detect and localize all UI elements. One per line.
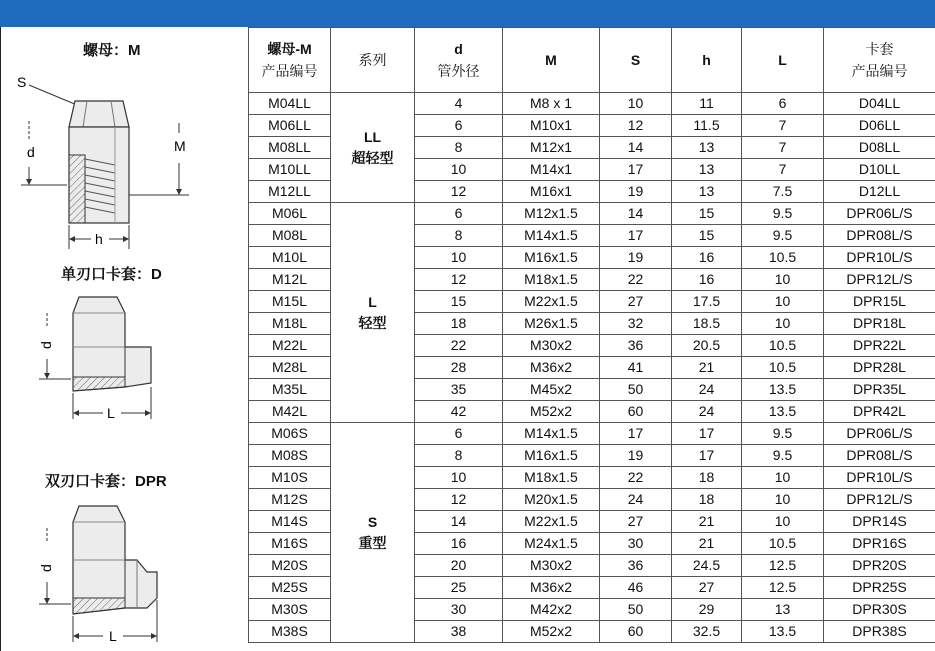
cell-l: 10 (742, 269, 824, 291)
cell-d: 38 (415, 621, 503, 643)
cell-s: 19 (600, 445, 672, 467)
cell-m: M12x1 (503, 137, 600, 159)
series-code: L (368, 293, 377, 310)
cell-d: 15 (415, 291, 503, 313)
series-code: LL (363, 128, 382, 145)
cell-m: M14x1.5 (503, 225, 600, 247)
cell-s: 46 (600, 577, 672, 599)
series-name: 轻型 (358, 314, 387, 331)
cell-code: M15L (249, 291, 331, 313)
nut-caption: 螺母：M (83, 42, 141, 59)
cell-s: 14 (600, 203, 672, 225)
cell-sleeve: DPR28L (824, 357, 935, 379)
cell-s: 36 (600, 335, 672, 357)
spec-table (248, 27, 935, 643)
cell-d: 10 (415, 159, 503, 181)
cell-m: M22x1.5 (503, 291, 600, 313)
cell-s: 12 (600, 115, 672, 137)
cell-d: 35 (415, 379, 503, 401)
cell-m: M12x1.5 (503, 203, 600, 225)
cell-l: 7 (742, 159, 824, 181)
cell-d: 22 (415, 335, 503, 357)
cell-h: 24 (672, 379, 742, 401)
cell-code: M38S (249, 621, 331, 643)
single-sleeve-l-label: L (107, 405, 115, 421)
cell-l: 9.5 (742, 203, 824, 225)
cell-h: 13 (672, 181, 742, 203)
nut-drawing (11, 55, 201, 255)
single-sleeve-drawing (29, 283, 179, 433)
cell-m: M16x1.5 (503, 445, 600, 467)
cell-s: 19 (600, 247, 672, 269)
nut-s-label: S (17, 74, 27, 90)
cell-s: 22 (600, 467, 672, 489)
cell-d: 8 (415, 445, 503, 467)
cell-h: 13 (672, 137, 742, 159)
cell-m: M10x1 (503, 115, 600, 137)
cell-h: 17.5 (672, 291, 742, 313)
cell-m: M45x2 (503, 379, 600, 401)
single-sleeve-caption: 单刃口卡套：D (61, 266, 162, 283)
cell-h: 20.5 (672, 335, 742, 357)
cell-sleeve: DPR12L/S (824, 269, 935, 291)
cell-h: 16 (672, 247, 742, 269)
cell-d: 12 (415, 489, 503, 511)
cell-sleeve: DPR35L (824, 379, 935, 401)
cell-sleeve: DPR08L/S (824, 225, 935, 247)
cell-s: 14 (600, 137, 672, 159)
col-sleeve-code: 卡套 产品编号 (824, 28, 935, 93)
cell-sleeve: DPR20S (824, 555, 935, 577)
cell-l: 7 (742, 115, 824, 137)
cell-m: M16x1.5 (503, 247, 600, 269)
cell-code: M20S (249, 555, 331, 577)
cell-s: 60 (600, 401, 672, 423)
cell-h: 13 (672, 159, 742, 181)
cell-l: 6 (742, 93, 824, 115)
cell-m: M14x1.5 (503, 423, 600, 445)
cell-sleeve: DPR16S (824, 533, 935, 555)
nut-h-label: h (95, 231, 103, 247)
cell-s: 24 (600, 489, 672, 511)
series-cell (331, 423, 415, 643)
cell-sleeve: D12LL (824, 181, 935, 203)
double-sleeve-d-label: d (38, 564, 54, 572)
cell-d: 4 (415, 93, 503, 115)
series-name: 重型 (358, 534, 387, 551)
cell-h: 15 (672, 203, 742, 225)
cell-d: 28 (415, 357, 503, 379)
cell-code: M28L (249, 357, 331, 379)
series-name: 超轻型 (351, 149, 394, 166)
cell-sleeve: DPR12L/S (824, 489, 935, 511)
cell-m: M18x1.5 (503, 269, 600, 291)
cell-code: M06S (249, 423, 331, 445)
cell-l: 10 (742, 291, 824, 313)
cell-sleeve: D08LL (824, 137, 935, 159)
nut-d-label: d (27, 144, 35, 160)
cell-l: 10.5 (742, 533, 824, 555)
cell-code: M12LL (249, 181, 331, 203)
cell-l: 9.5 (742, 423, 824, 445)
cell-s: 10 (600, 93, 672, 115)
cell-d: 20 (415, 555, 503, 577)
cell-sleeve: DPR10L/S (824, 467, 935, 489)
cell-d: 12 (415, 181, 503, 203)
cell-s: 17 (600, 225, 672, 247)
cell-s: 50 (600, 379, 672, 401)
cell-d: 10 (415, 247, 503, 269)
cell-code: M42L (249, 401, 331, 423)
cell-l: 13.5 (742, 621, 824, 643)
cell-m: M42x2 (503, 599, 600, 621)
cell-d: 25 (415, 577, 503, 599)
cell-code: M06L (249, 203, 331, 225)
cell-s: 60 (600, 621, 672, 643)
table-row (249, 423, 935, 445)
cell-s: 36 (600, 555, 672, 577)
cell-sleeve: DPR30S (824, 599, 935, 621)
cell-l: 13.5 (742, 401, 824, 423)
cell-h: 18 (672, 489, 742, 511)
cell-l: 12.5 (742, 577, 824, 599)
cell-sleeve: DPR10L/S (824, 247, 935, 269)
nut-m-label: M (174, 138, 186, 154)
cell-l: 10.5 (742, 247, 824, 269)
cell-h: 27 (672, 577, 742, 599)
cell-code: M08LL (249, 137, 331, 159)
cell-m: M22x1.5 (503, 511, 600, 533)
cell-h: 16 (672, 269, 742, 291)
cell-sleeve: DPR06L/S (824, 203, 935, 225)
cell-d: 6 (415, 203, 503, 225)
cell-s: 30 (600, 533, 672, 555)
cell-m: M36x2 (503, 357, 600, 379)
table-row (249, 93, 935, 115)
cell-sleeve: DPR15L (824, 291, 935, 313)
cell-h: 18.5 (672, 313, 742, 335)
col-series: 系列 (331, 28, 415, 93)
cell-l: 12.5 (742, 555, 824, 577)
double-sleeve-drawing (29, 490, 179, 650)
cell-code: M08S (249, 445, 331, 467)
cell-code: M10S (249, 467, 331, 489)
cell-s: 17 (600, 159, 672, 181)
cell-sleeve: DPR25S (824, 577, 935, 599)
cell-s: 27 (600, 291, 672, 313)
cell-code: M16S (249, 533, 331, 555)
table-row (249, 203, 935, 225)
cell-sleeve: D06LL (824, 115, 935, 137)
cell-h: 32.5 (672, 621, 742, 643)
cell-l: 7 (742, 137, 824, 159)
cell-sleeve: DPR08L/S (824, 445, 935, 467)
col-d: d 管外径 (415, 28, 503, 93)
cell-d: 18 (415, 313, 503, 335)
cell-m: M20x1.5 (503, 489, 600, 511)
cell-s: 41 (600, 357, 672, 379)
drawings-panel (0, 27, 248, 651)
cell-m: M36x2 (503, 577, 600, 599)
cell-l: 7.5 (742, 181, 824, 203)
cell-d: 42 (415, 401, 503, 423)
cell-sleeve: D10LL (824, 159, 935, 181)
cell-l: 10.5 (742, 335, 824, 357)
cell-l: 9.5 (742, 225, 824, 247)
series-cell (331, 203, 415, 423)
series-cell (331, 93, 415, 203)
cell-code: M04LL (249, 93, 331, 115)
cell-l: 13 (742, 599, 824, 621)
table-header-row (249, 28, 935, 93)
cell-s: 17 (600, 423, 672, 445)
cell-code: M18L (249, 313, 331, 335)
col-m: M (503, 28, 600, 93)
cell-h: 21 (672, 357, 742, 379)
cell-sleeve: DPR18L (824, 313, 935, 335)
cell-l: 13.5 (742, 379, 824, 401)
double-sleeve-caption: 双刃口卡套：DPR (45, 473, 167, 490)
single-sleeve-d-label: d (38, 341, 54, 349)
cell-m: M16x1 (503, 181, 600, 203)
cell-l: 10 (742, 467, 824, 489)
cell-d: 8 (415, 225, 503, 247)
cell-sleeve: DPR06L/S (824, 423, 935, 445)
cell-h: 21 (672, 533, 742, 555)
cell-code: M08L (249, 225, 331, 247)
cell-code: M22L (249, 335, 331, 357)
cell-d: 14 (415, 511, 503, 533)
header-bar (0, 0, 935, 27)
cell-d: 6 (415, 115, 503, 137)
cell-h: 17 (672, 445, 742, 467)
cell-code: M06LL (249, 115, 331, 137)
cell-code: M12L (249, 269, 331, 291)
cell-code: M35L (249, 379, 331, 401)
cell-m: M30x2 (503, 335, 600, 357)
cell-h: 11 (672, 93, 742, 115)
cell-h: 24 (672, 401, 742, 423)
col-h: h (672, 28, 742, 93)
cell-l: 10.5 (742, 357, 824, 379)
cell-h: 18 (672, 467, 742, 489)
cell-d: 8 (415, 137, 503, 159)
cell-m: M18x1.5 (503, 467, 600, 489)
cell-m: M24x1.5 (503, 533, 600, 555)
cell-s: 22 (600, 269, 672, 291)
double-sleeve-l-label: L (109, 628, 117, 644)
cell-code: M10LL (249, 159, 331, 181)
cell-d: 12 (415, 269, 503, 291)
cell-s: 19 (600, 181, 672, 203)
table-body (249, 93, 935, 643)
cell-l: 10 (742, 511, 824, 533)
cell-sleeve: DPR38S (824, 621, 935, 643)
cell-s: 50 (600, 599, 672, 621)
cell-sleeve: D04LL (824, 93, 935, 115)
cell-l: 10 (742, 313, 824, 335)
cell-code: M30S (249, 599, 331, 621)
cell-h: 15 (672, 225, 742, 247)
cell-h: 11.5 (672, 115, 742, 137)
cell-l: 9.5 (742, 445, 824, 467)
cell-code: M12S (249, 489, 331, 511)
cell-s: 27 (600, 511, 672, 533)
cell-h: 21 (672, 511, 742, 533)
cell-m: M52x2 (503, 621, 600, 643)
cell-d: 16 (415, 533, 503, 555)
cell-sleeve: DPR42L (824, 401, 935, 423)
cell-m: M14x1 (503, 159, 600, 181)
col-nut-code: 螺母-M 产品编号 (249, 28, 331, 93)
series-code: S (367, 513, 378, 530)
cell-d: 10 (415, 467, 503, 489)
cell-s: 32 (600, 313, 672, 335)
col-s: S (600, 28, 672, 93)
cell-m: M8 x 1 (503, 93, 600, 115)
cell-d: 30 (415, 599, 503, 621)
cell-l: 10 (742, 489, 824, 511)
cell-sleeve: DPR14S (824, 511, 935, 533)
cell-h: 24.5 (672, 555, 742, 577)
cell-m: M30x2 (503, 555, 600, 577)
cell-m: M52x2 (503, 401, 600, 423)
cell-d: 6 (415, 423, 503, 445)
cell-m: M26x1.5 (503, 313, 600, 335)
cell-code: M14S (249, 511, 331, 533)
col-l: L (742, 28, 824, 93)
cell-h: 29 (672, 599, 742, 621)
cell-h: 17 (672, 423, 742, 445)
cell-code: M10L (249, 247, 331, 269)
cell-sleeve: DPR22L (824, 335, 935, 357)
cell-code: M25S (249, 577, 331, 599)
